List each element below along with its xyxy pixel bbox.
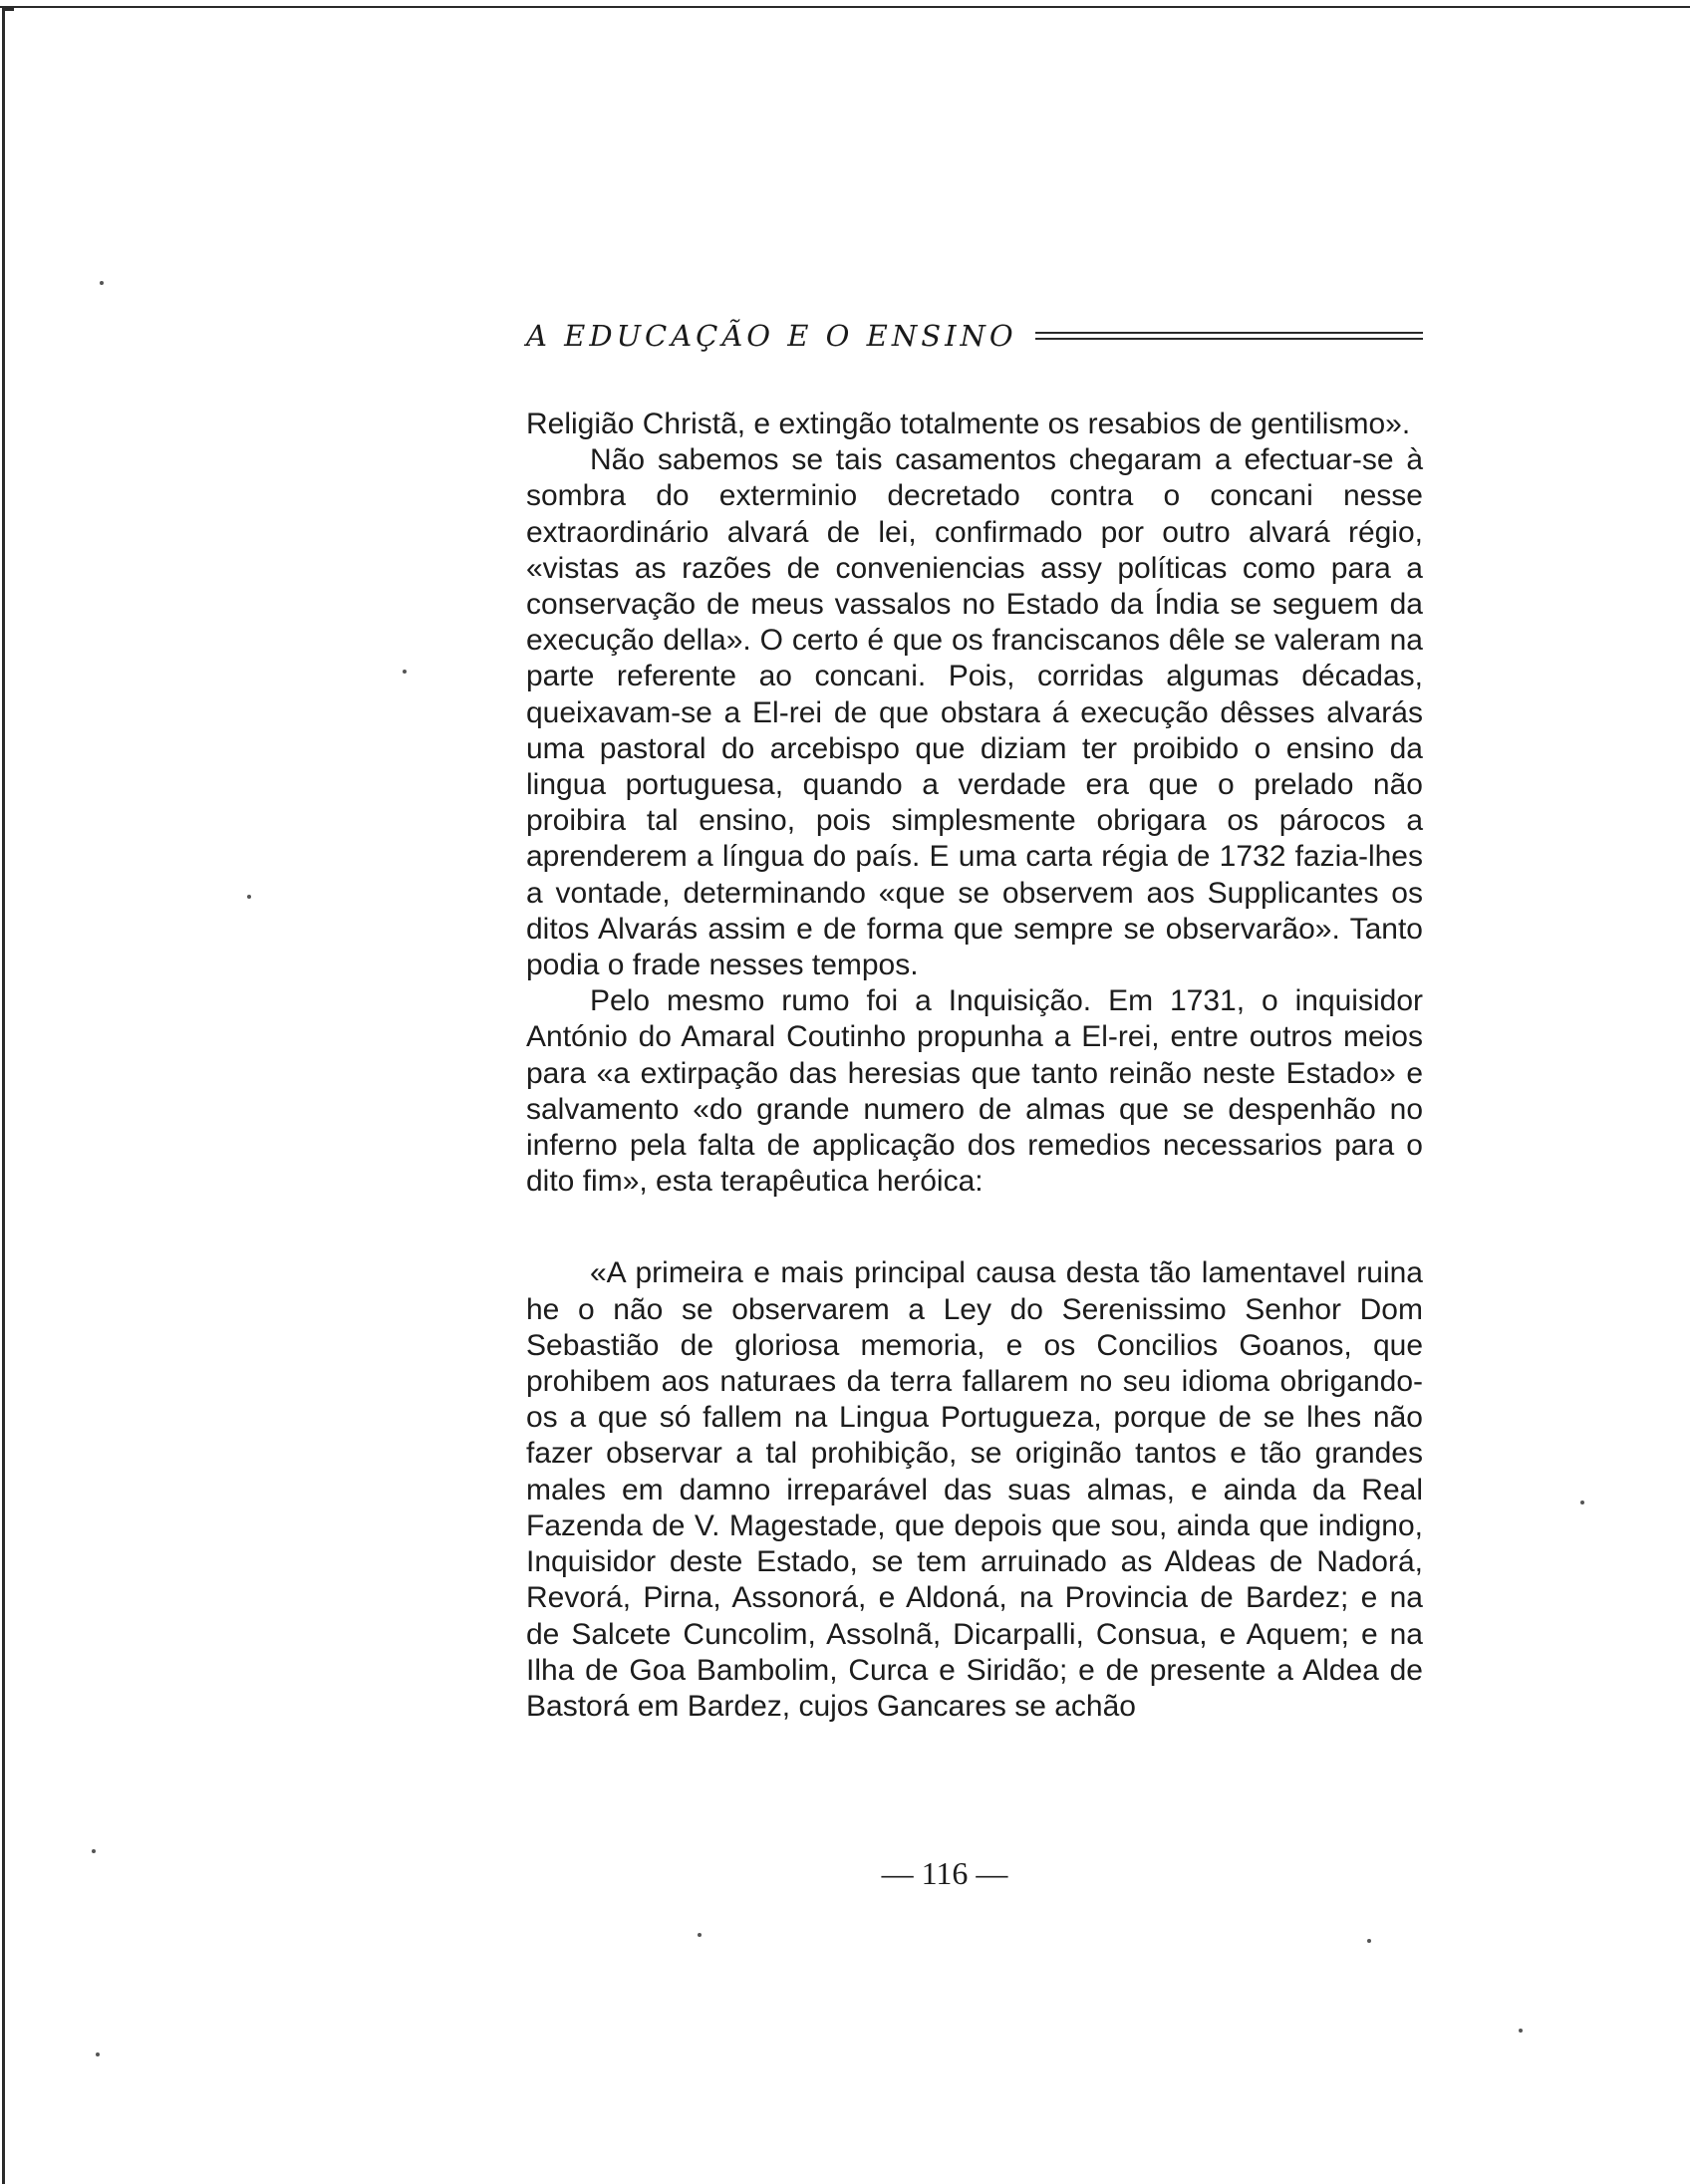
- header-double-rule: [1035, 330, 1423, 342]
- scan-speck: [92, 1849, 96, 1853]
- scan-speck: [1367, 1939, 1371, 1943]
- block-quotation: «A primeira e mais principal causa desta tão lamentavel ruina he o não se observarem a Ley do Serenissimo Senhor Dom Sebastião de gloriosa memoria, e os Concilios Goanos, que prohibem aos naturaes da terra fallarem no seu idioma obrigando-os a que só fallem na Lingua Portugueza, porque de se lhes não fazer observar a tal prohibição, se originão tantos e tão grandes males em damno irreparável das suas almas, e ainda da Real Fazenda de V. Magestade, que depois que sou, ainda que indigno, Inquisidor deste Estado, se tem arruinado as Aldeas de Nadorá, Revorá, Pirna, Assonorá, e Aldoná, na Provincia de Bardez; e na de Salcete Cuncolim, Assolnã, Dicarpalli, Consua, e Aquem; e na Ilha de Goa Bambolim, Curca e Siridão; e de presente a Aldea de Bastorá em Bardez, cujos Gancares se achão: [526, 1256, 1423, 1723]
- body-text: [526, 407, 1423, 1725]
- scan-speck: [247, 895, 251, 899]
- scan-speck: [698, 1933, 702, 1937]
- page-number: — 116 —: [881, 1855, 1008, 1891]
- scan-speck: [1580, 1501, 1584, 1504]
- scan-speck: [1519, 2029, 1523, 2033]
- scan-speck: [403, 670, 407, 674]
- running-header: [526, 311, 1423, 361]
- scan-left-edge: [2, 6, 5, 2184]
- paragraph-continuation: Religião Christã, e extingão totalmente os resabios de gentilismo».: [526, 408, 1411, 440]
- scan-speck: [96, 2052, 100, 2056]
- paragraph: Pelo mesmo rumo foi a Inquisição. Em 1731, o inquisidor António do Amaral Coutinho propunha a El-rei, entre outros meios para «a extirpação das heresias que tanto reinão neste Estado» e salvamento «do grande numero de almas que se despenhão no inferno pela falta de applicação dos remedios necessarios para o dito fim», esta terapêutica heróica:: [526, 984, 1423, 1199]
- scan-corner-mark: [4, 8, 14, 11]
- paragraph: Não sabemos se tais casamentos chegaram a efectuar-se à sombra do exterminio decretado contra o concani nesse extraordinário alvará de lei, confirmado por outro alvará régio, «vistas as razões de conveniencias assy políticas como para a conservação de meus vassalos no Estado da Índia se seguem da execução della». O certo é que os franciscanos dêle se valeram na parte referente ao concani. Pois, corridas algumas décadas, queixavam-se a El-rei de que obstara á execução dêsses alvarás uma pastoral do arcebispo que diziam ter proibido o ensino da lingua portuguesa, quando a verdade era que o prelado não proibira tal ensino, pois simplesmente obrigara os párocos a aprenderem a língua do país. E uma carta régia de 1732 fazia-lhes a vontade, determinando «que se observem aos Supplicantes os ditos Alvarás assim e de forma que sempre se observarão». Tanto podia o frade nesses tempos.: [526, 443, 1423, 982]
- scan-top-edge: [0, 6, 1690, 8]
- header-title: A EDUCAÇÃO E O ENSINO: [526, 319, 1017, 353]
- scan-speck: [100, 281, 104, 285]
